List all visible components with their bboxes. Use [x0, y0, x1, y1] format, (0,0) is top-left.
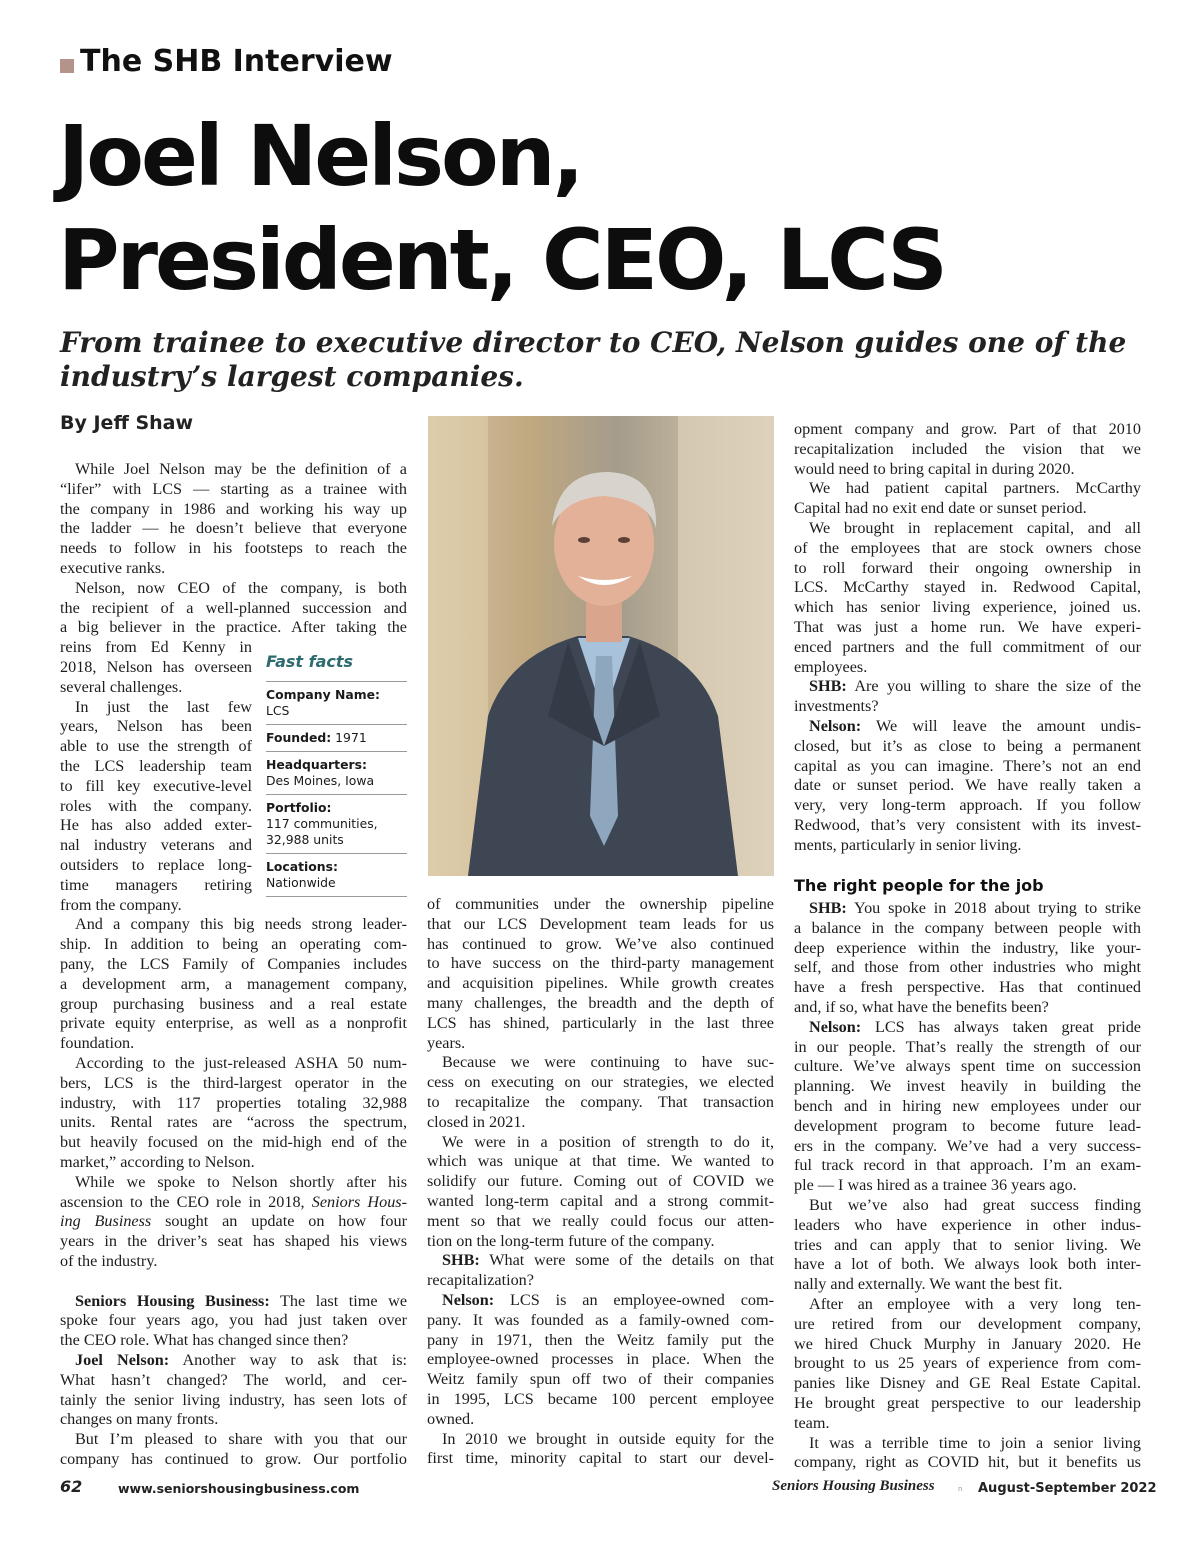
article-line: opment company and grow. Part of that 2010 — [794, 420, 1141, 438]
fact-locations: Locations: Nationwide — [266, 853, 407, 897]
article-line: owned. — [427, 1409, 475, 1428]
article-line: from the company. — [60, 895, 182, 914]
article-line: Weitz family spun off two of their companies — [427, 1370, 774, 1389]
dek — [60, 326, 1150, 394]
column-1-bottom — [60, 896, 407, 1470]
article-line: of the industry. — [60, 1251, 158, 1270]
dek-line-2: industry’s largest companies. — [60, 360, 524, 393]
article-line: nal industry veterans and — [60, 836, 252, 855]
subhead-right-people: The right people for the job — [794, 876, 1044, 895]
article-line: bench and in hiring new employees under our — [794, 1096, 1141, 1115]
article-line: tries and can apply that to senior living. We — [794, 1235, 1141, 1254]
article-line: the company in 1986 and working his way up — [60, 499, 407, 518]
article-line: of communities under the ownership pipeline — [427, 895, 774, 913]
article-line — [60, 1272, 407, 1292]
article-line: He has also added exter- — [60, 816, 252, 835]
article-line: changes on many fronts. — [60, 1410, 219, 1429]
footer-publication: Seniors Housing Business — [772, 1478, 935, 1494]
article-line: In just the last few — [75, 697, 252, 716]
article-line: several challenges. — [60, 677, 183, 696]
article-line: to have success on the third-party management — [427, 954, 774, 973]
article-line: time managers retiring — [60, 875, 252, 894]
article-line: we hired Chuck Murphy in January 2020. He — [794, 1334, 1141, 1353]
article-line: He brought great perspective to our leadership — [794, 1393, 1141, 1412]
article-line: After an employee with a very long ten- — [809, 1294, 1141, 1313]
article-line: Capital had no exit end date or sunset period. — [794, 499, 1087, 518]
article-line: It was a terrible time to join a senior living — [809, 1433, 1141, 1452]
article-line: ers in the company. We’ve had a very success- — [794, 1136, 1141, 1155]
article-line: While we spoke to Nelson shortly after his — [75, 1172, 407, 1191]
article-line: have a lot of both. We always look both inter- — [794, 1255, 1141, 1274]
article-line: spoke four years ago, you had just taken over — [60, 1311, 407, 1330]
article-line: group purchasing business and a real estate — [60, 994, 407, 1013]
article-line: executive ranks. — [60, 558, 166, 577]
article-line: We brought in replacement capital, and all — [809, 518, 1141, 537]
article-line: able to use the strength of — [60, 737, 252, 756]
article-line: solidify our future. Coming out of COVID we — [427, 1172, 774, 1191]
footer-separator: n — [958, 1485, 963, 1493]
article-line: foundation. — [60, 1034, 135, 1053]
article-line: capital as you can imagine. There’s not an end — [794, 756, 1141, 775]
article-line: in 1995, LCS became 100 percent employee — [427, 1389, 774, 1408]
article-line: reins from Ed Kenny in — [60, 638, 252, 657]
article-line: that our LCS Development team leads for us — [427, 914, 774, 933]
article-line: and, if so, what have the benefits been? — [794, 997, 1049, 1016]
article-line: enced partners and the full commitment of our — [794, 637, 1141, 656]
article-line: have a fresh perspective. Has that continued — [794, 978, 1141, 997]
article-line: SHB: Are you willing to share the size of the — [809, 677, 1141, 696]
article-line: ascension to the CEO role in 2018, Seniors Hous- — [60, 1192, 407, 1211]
article-line: SHB: What were some of the details on that — [442, 1251, 774, 1270]
article-line: nally and externally. We want the best fit. — [794, 1275, 1063, 1294]
article-line: ments, particularly in senior living. — [794, 835, 1022, 854]
article-line: outsiders to replace long- — [60, 855, 252, 874]
article-line: “lifer” with LCS — starting as a trainee with — [60, 479, 407, 498]
article-line: pany. It was founded as a family-owned com- — [427, 1310, 774, 1329]
article-line: development program to become future lead- — [794, 1116, 1141, 1135]
article-line: in our people. That’s really the strength of our — [794, 1037, 1141, 1056]
fast-facts-title: Fast facts — [266, 652, 354, 671]
kicker-square-icon — [60, 59, 74, 73]
article-line: roles with the company. — [60, 796, 252, 815]
article-line: to recapitalize the company. That transaction — [427, 1092, 774, 1111]
article-line: the CEO role. What has changed since then? — [60, 1331, 349, 1350]
article-line: Nelson: LCS is an employee-owned com- — [442, 1290, 774, 1309]
fact-founded: Founded: 1971 — [266, 724, 407, 751]
article-line: We had patient capital partners. McCarthy — [809, 479, 1141, 498]
article-line: pany in 1971, then the Weitz family put the — [427, 1330, 774, 1349]
article-line: According to the just-released ASHA 50 num- — [75, 1053, 407, 1072]
portrait-photo — [428, 416, 774, 876]
article-line: years in the driver’s seat has shaped his views — [60, 1232, 407, 1251]
article-line: Seniors Housing Business: The last time we — [75, 1291, 407, 1310]
article-line: But I’m pleased to share with you that our — [75, 1430, 407, 1449]
article-line: closed in 2021. — [427, 1112, 526, 1131]
article-line: recapitalization included the vision that we — [794, 439, 1141, 458]
fast-facts-box — [266, 652, 407, 897]
article-line: industry, with 117 properties totaling 32,988 — [60, 1093, 407, 1112]
article-line: employee-owned processes in place. When the — [427, 1350, 774, 1369]
section-kicker: The SHB Interview — [60, 44, 393, 79]
article-line: Because we were continuing to have suc- — [442, 1053, 774, 1072]
article-line: the ladder — he doesn’t believe that everyone — [60, 519, 407, 538]
article-line: LCS has shined, particularly in the last three — [427, 1013, 774, 1032]
article-line: ple — I was hired as a trainee 36 years ago. — [794, 1176, 1077, 1195]
article-line: What hasn’t changed? The world, and cer- — [60, 1370, 407, 1389]
footer-issue-date: August-September 2022 — [978, 1481, 1157, 1496]
article-line: the LCS leadership team — [60, 756, 252, 775]
article-line: culture. We’ve always spent time on succession — [794, 1057, 1141, 1076]
article-line: ship. In addition to being an operating com- — [60, 935, 407, 954]
article-line: SHB: You spoke in 2018 about trying to strike — [809, 899, 1141, 917]
article-line: to roll forward their ongoing ownership in — [794, 558, 1141, 577]
headline — [58, 104, 945, 312]
article-line: units. Rental rates are “across the spectrum, — [60, 1113, 407, 1132]
article-line: Nelson: LCS has always taken great pride — [809, 1017, 1141, 1036]
article-line: a balance in the company between people with — [794, 918, 1141, 937]
byline: By Jeff Shaw — [60, 412, 194, 434]
article-line: And a company this big needs strong leader- — [75, 915, 407, 934]
article-line: ure retired from our development company, — [794, 1314, 1141, 1333]
article-line: That was just a home run. We have experi- — [794, 617, 1141, 636]
article-line: cess on executing on our strategies, we elected — [427, 1073, 774, 1092]
article-line: We were in a position of strength to do it, — [442, 1132, 774, 1151]
column-2 — [427, 895, 774, 1469]
article-line: LCS. McCarthy stayed in. Redwood Capital, — [794, 578, 1141, 597]
article-line: pany, the LCS Family of Companies includes — [60, 954, 407, 973]
article-line: In 2010 we brought in outside equity for the — [442, 1429, 774, 1448]
headline-line-2: President, CEO, LCS — [58, 211, 945, 309]
article-line: ful track record in that approach. I’m an exam- — [794, 1156, 1141, 1175]
article-line: which has senior living experience, joined us. — [794, 598, 1141, 617]
fact-headquarters: Headquarters: Des Moines, Iowa — [266, 751, 407, 794]
article-line: planning. We invest heavily in building the — [794, 1077, 1141, 1096]
headline-line-1: Joel Nelson, — [58, 107, 582, 205]
article-line: a big believer in the practice. After taking the — [60, 618, 407, 637]
article-line: leaders who have experience in other indus- — [794, 1215, 1141, 1234]
article-line: panies like Disney and GE Real Estate Capital. — [794, 1374, 1141, 1393]
article-line: market,” according to Nelson. — [60, 1152, 255, 1171]
fact-company-name: Company Name: LCS — [266, 681, 407, 724]
column-3-top — [794, 420, 1141, 856]
article-line: would need to bring capital in during 2020. — [794, 459, 1075, 478]
article-line: years, Nelson has been — [60, 717, 252, 736]
article-line: brought to us 25 years of experience from com- — [794, 1354, 1141, 1373]
article-line: of the employees that are stock owners chose — [794, 538, 1141, 557]
article-line: company, right as COVID hit, but it benefits us — [794, 1453, 1141, 1472]
article-line: but heavily focused on the mid-high end of the — [60, 1133, 407, 1152]
column-3-bottom — [794, 869, 1141, 1473]
column-1-wrap — [60, 638, 252, 895]
article-line: 2018, Nelson has overseen — [60, 657, 252, 676]
article-line: many challenges, the breadth and the depth of — [427, 993, 774, 1012]
article-line: deep experience within the industry, like your- — [794, 938, 1141, 957]
article-line: ing Business sought an update on how four — [60, 1212, 407, 1231]
article-line: years. — [427, 1033, 466, 1052]
article-line: team. — [794, 1413, 830, 1432]
footer-url[interactable]: www.seniorshousingbusiness.com — [118, 1481, 360, 1496]
article-line: closed, but it’s as close to being a permanent — [794, 736, 1141, 755]
article-line: which was unique at that time. We wanted to — [427, 1152, 774, 1171]
article-line: investments? — [794, 697, 879, 716]
article-line: very, very long-term approach. If you follow — [794, 796, 1141, 815]
article-line: But we’ve also had great success finding — [809, 1195, 1141, 1214]
article-line: wanted long-term capital and a strong commit- — [427, 1191, 774, 1210]
article-line: to fill key executive-level — [60, 776, 252, 795]
fact-portfolio: Portfolio: 117 communities, 32,988 units — [266, 794, 407, 853]
article-line: and acquisition pipelines. While growth creates — [427, 974, 774, 993]
page-number: 62 — [60, 1477, 83, 1496]
article-line: While Joel Nelson may be the definition of a — [75, 460, 407, 478]
article-line: Nelson: We will leave the amount undis- — [809, 716, 1141, 735]
article-line: tainly the senior living industry, has seen lots of — [60, 1390, 407, 1409]
article-line: company has continued to grow. Our portfolio — [60, 1449, 407, 1468]
article-line: the recipient of a well-planned succession and — [60, 598, 407, 617]
article-line: Redwood, that’s very consistent with its invest- — [794, 815, 1141, 834]
article-line: Joel Nelson: Another way to ask that is: — [75, 1350, 407, 1369]
article-line: employees. — [794, 657, 868, 676]
column-1-top — [60, 460, 407, 638]
article-line: needs to follow in his footsteps to reach the — [60, 539, 407, 558]
article-line: date or sunset period. We have really taken a — [794, 776, 1141, 795]
dek-line-1: From trainee to executive director to CEO, Nelson guides one of the — [60, 326, 1127, 359]
article-line: private equity enterprise, as well as a nonprofit — [60, 1014, 407, 1033]
article-line: has continued to grow. We’ve also continued — [427, 934, 774, 953]
article-line: bers, LCS is the third-largest operator in the — [60, 1073, 407, 1092]
article-line: tion on the long-term future of the company. — [427, 1231, 715, 1250]
article-line: ment so that we really could focus our atten- — [427, 1211, 774, 1230]
article-line: Nelson, now CEO of the company, is both — [75, 578, 407, 597]
article-line: self, and those from other industries who might — [794, 958, 1141, 977]
article-line: recapitalization? — [427, 1271, 534, 1290]
article-line: first time, minority capital to start our devel- — [427, 1449, 774, 1468]
article-line: a development arm, a management company, — [60, 974, 407, 993]
portrait-illustration — [428, 416, 774, 876]
